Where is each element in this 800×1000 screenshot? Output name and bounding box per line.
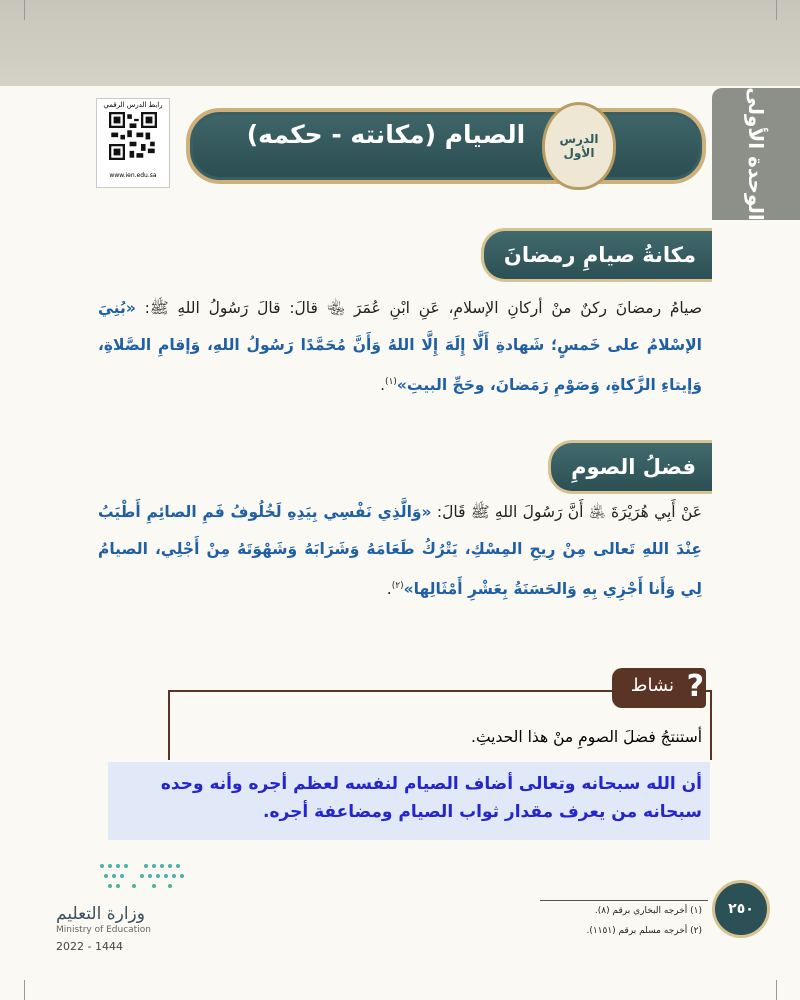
- section1-hadith: «بُنِيَ الإسْلامُ على خَمسٍ؛ شَهادةِ أَلَّا إِلَهَ إِلَّا اللهُ وَأَنَّ مُحَمَّدًا رَسُولُ اللهِ، وَإقامِ الصَّلاةِ، وَإيتاءِ الزَّكاةِ، وَصَوْمِ رَمَضانَ، وحَجِّ البيتِ»: [98, 299, 702, 395]
- lesson-title: الصيام (مكانته - حكمه): [246, 120, 526, 149]
- ministry-logo-icon: [94, 860, 194, 896]
- activity-answer[interactable]: أن الله سبحانه وتعالى أضاف الصيام لنفسه لعظم أجره وأنه وحده سبحانه من يعرف مقدار ثواب الصيام ومضاعفة أجره.: [108, 762, 710, 840]
- section-heading-virtue: [548, 440, 712, 494]
- footnote-2: (٢) أخرجه مسلم برقم (١١٥١).: [586, 926, 702, 936]
- section-heading-status: [481, 228, 712, 282]
- ministry-name-arabic: وزارة التعليم: [56, 904, 145, 924]
- unit-tab-label: الوحدة الأولى: [744, 87, 768, 221]
- crop-mark: [24, 980, 25, 1000]
- digital-lesson-qr[interactable]: [96, 98, 170, 188]
- lesson-badge-line1: الدرس: [559, 132, 599, 146]
- unit-tab: [712, 88, 800, 220]
- lesson-badge: [542, 102, 616, 190]
- footnote-ref-1[interactable]: (١): [385, 377, 397, 387]
- top-band: [0, 0, 800, 86]
- edition-year: 2022 - 1444: [56, 940, 123, 953]
- question-mark-icon: ?: [686, 669, 704, 704]
- activity-label: نشاط: [630, 675, 674, 696]
- crop-mark: [776, 0, 777, 20]
- section1-intro: صيامُ رمضانَ ركنٌ منْ أركانِ الإسلامِ، عَنِ ابْنِ عُمَرَ ﵄ قالَ: قالَ رَسُولُ اللهِ ﷺ:: [135, 299, 702, 317]
- lesson-title-banner: [186, 108, 706, 184]
- section-virtue-paragraph: [98, 494, 702, 608]
- section-heading-virtue-text: فضلُ الصومِ: [571, 455, 696, 479]
- activity-tab: [612, 668, 706, 708]
- section2-end: .: [386, 580, 392, 599]
- section-status-paragraph: [98, 290, 702, 404]
- section2-hadith: «وَالَّذِي نَفْسِي بِيَدِهِ لَخُلُوفُ فَمِ الصائِمِ أَطْيَبُ عِنْدَ اللهِ تَعالى مِنْ رِيحِ المِسْكِ، يَتْرُكُ طَعَامَهُ وَشَرَابَهُ وَشَهْوَتَهُ مِنْ أَجْلِي، الصيامُ لِي وَأَنا أَجْزِي بِهِ وَالحَسَنَةُ بِعَشْرِ أَمْثَالِها»: [98, 503, 702, 599]
- activity-question: أستنتجُ فضلَ الصومِ منْ هذا الحديثِ.: [471, 728, 702, 746]
- footnote-ref-2[interactable]: (٢): [391, 581, 404, 591]
- qr-url: www.ien.edu.sa: [109, 172, 157, 179]
- footnote-divider: [540, 900, 708, 901]
- section2-intro: عَنْ أَبِي هُرَيْرَةَ ﵁ أَنَّ رَسُولَ اللهِ ﷺ قَالَ:: [431, 503, 702, 521]
- crop-mark: [776, 980, 777, 1000]
- section-heading-status-text: مكانةُ صيامِ رمضانَ: [503, 243, 696, 267]
- page-number: ٢٥٠: [712, 880, 770, 938]
- lesson-badge-line2: الأول: [563, 146, 595, 160]
- crop-mark: [24, 0, 25, 20]
- qr-title: رابط الدرس الرقمي: [103, 101, 163, 109]
- ministry-name-english: Ministry of Education: [56, 925, 151, 935]
- footnote-1: (١) أخرجه البخاري برقم (٨).: [594, 906, 702, 916]
- qr-code-icon: [109, 112, 157, 160]
- section1-end: .: [380, 376, 386, 395]
